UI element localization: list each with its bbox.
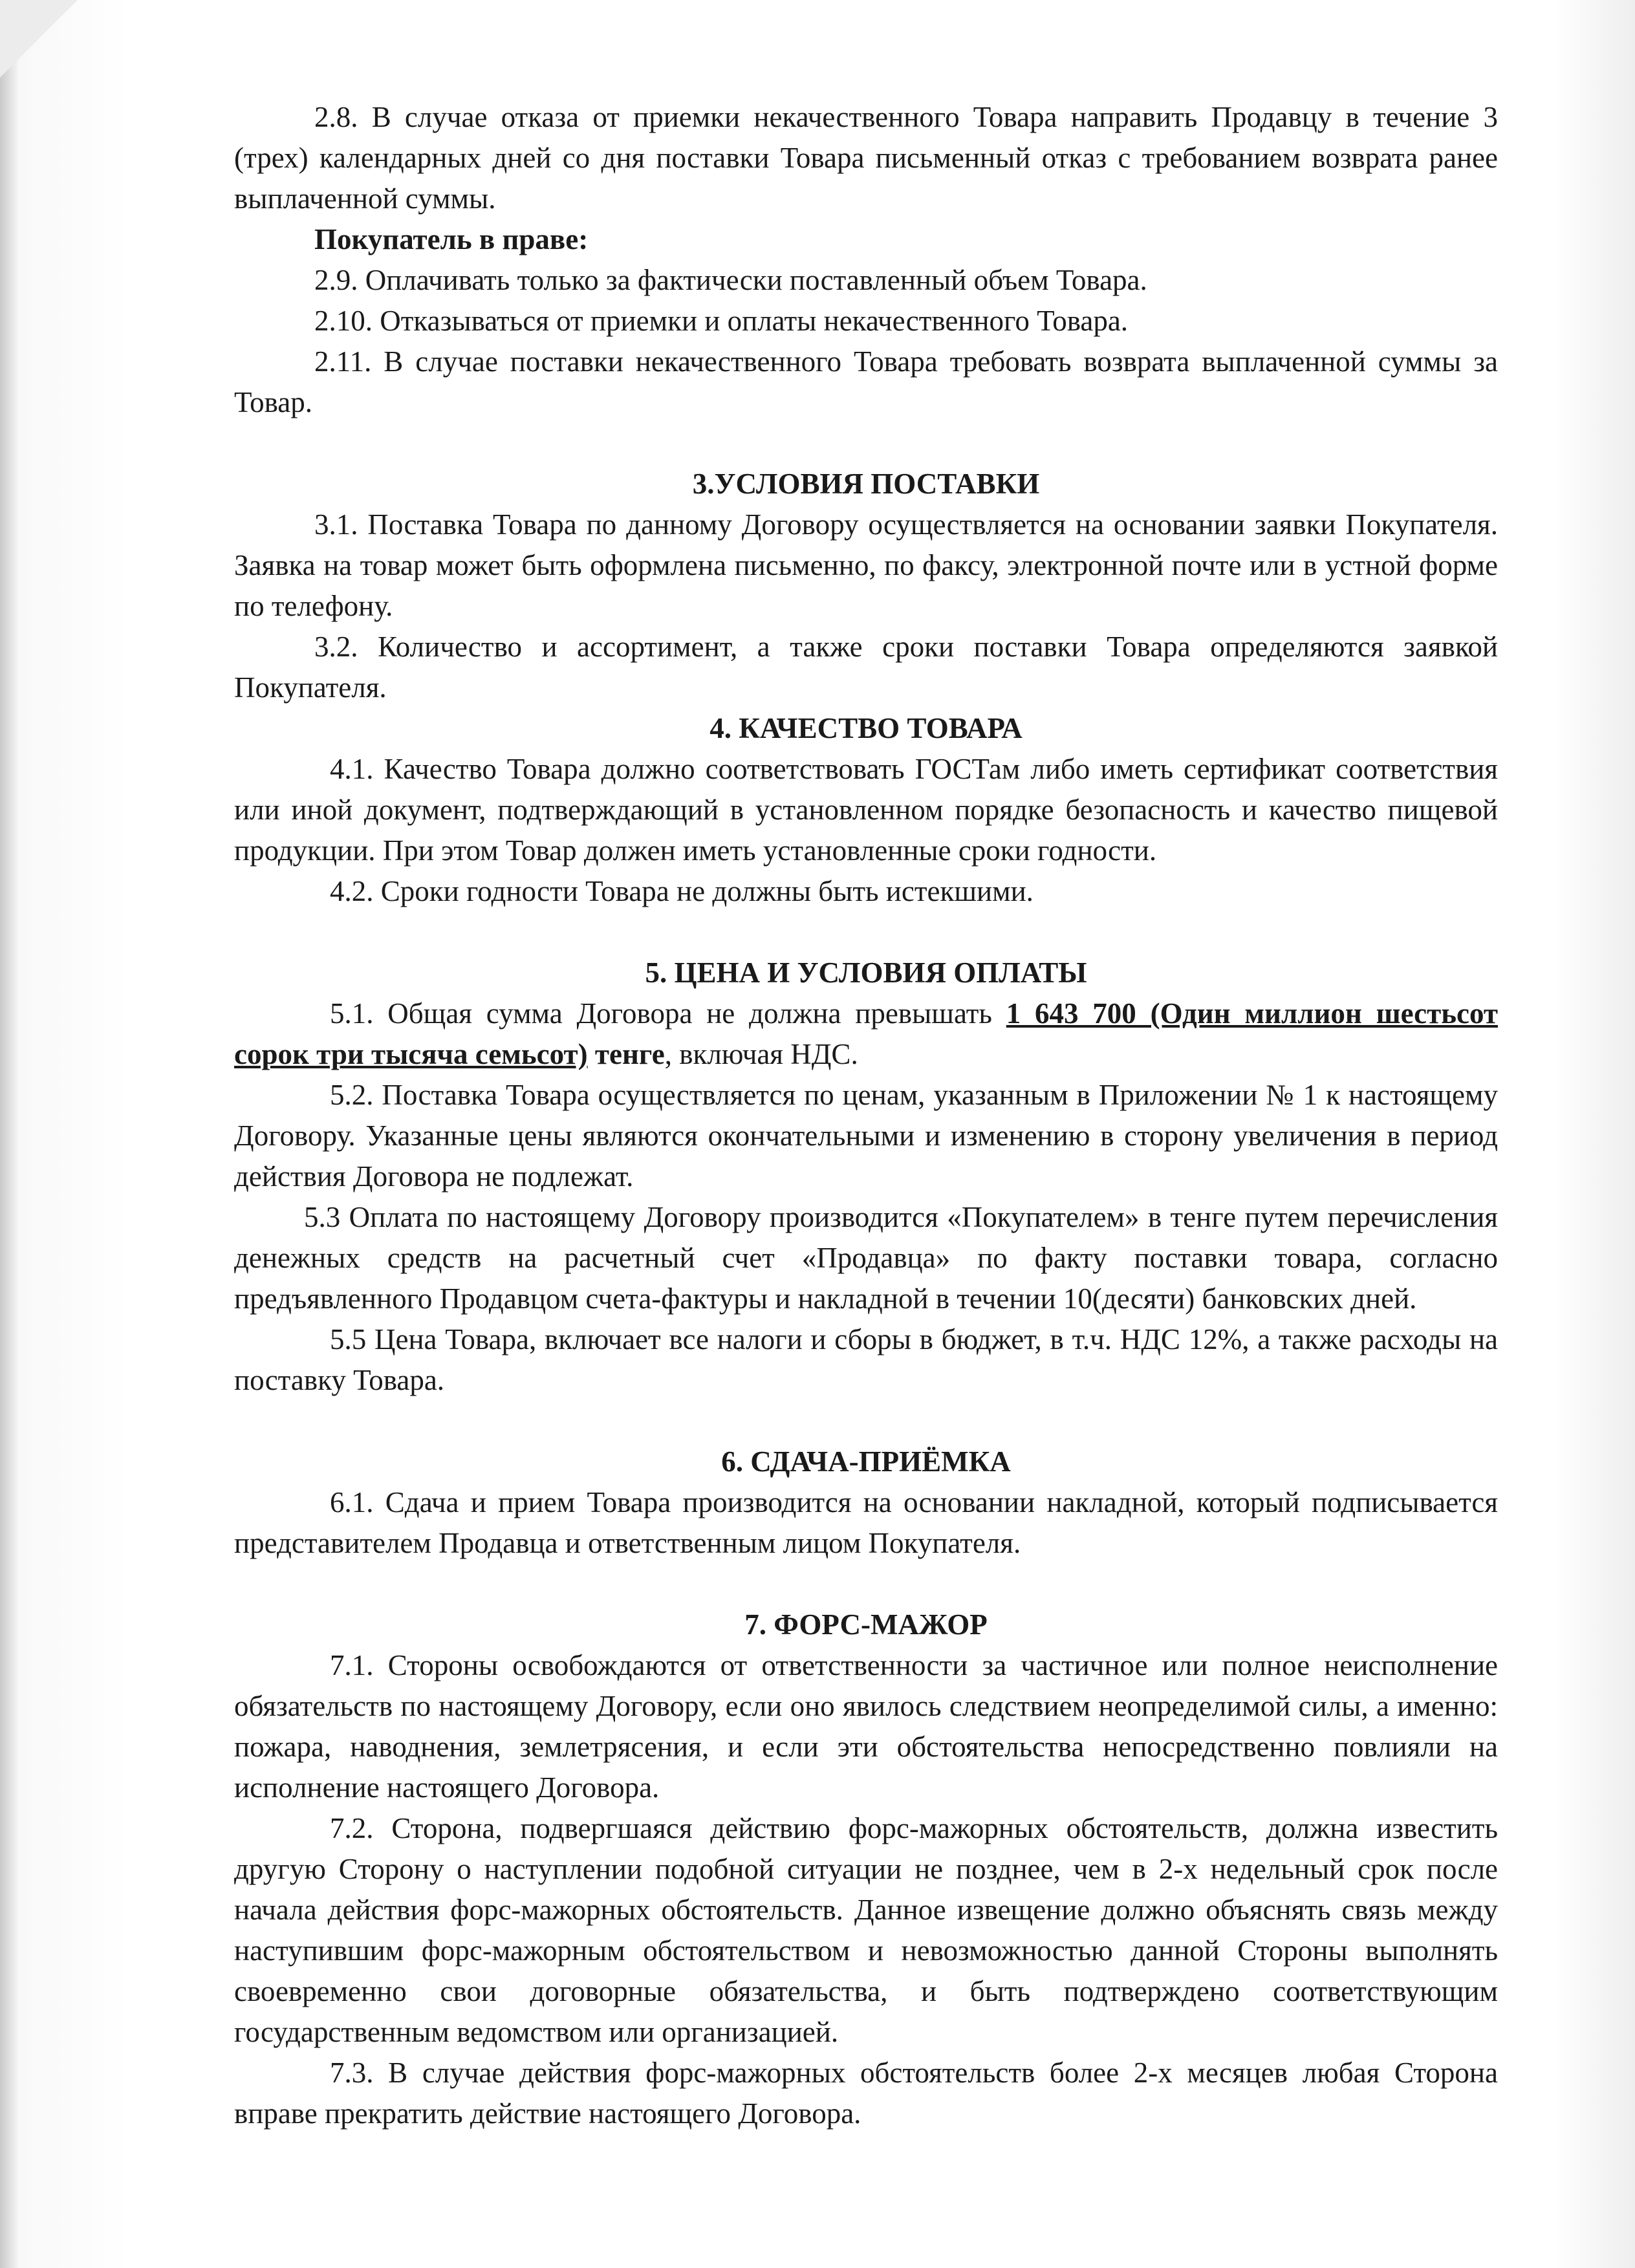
clause-7-3: 7.3. В случае действия форс-мажорных обстоятельств более 2-х месяцев любая Сторона вправе прекратить действие настоящего Договора.	[234, 2057, 1498, 2130]
clause-3-1: 3.1. Поставка Товара по данному Договору осуществляется на основании заявки Покупателя. Заявка на товар может быть оформлена письменно, по факсу, электронной почте или в устной форме по телефону.	[234, 508, 1498, 622]
clause-5-3: 5.3 Оплата по настоящему Договору производится «Покупателем» в тенге путем перечисления денежных средств на расчетный счет «Продавца» по факту поставки товара, согласно предъявленного Продавцом счета-фактуры и накладной в течении 10(десяти) банковских дней.	[234, 1201, 1498, 1315]
scan-edge-shadow	[0, 0, 19, 2268]
clause-2-11: 2.11. В случае поставки некачественного Товара требовать возврата выплаченной суммы за Товар.	[234, 345, 1498, 418]
clause-7-1: 7.1. Стороны освобождаются от ответственности за частичное или полное неисполнение обязательств по настоящему Договору, если оно явилось следствием неопределимой силы, а именно: пожара, наводнения, землетрясения, и если эти обстоятельства непосредственно повлияли на исполнение настоящего Договора.	[234, 1649, 1498, 1804]
clause-4-2: 4.2. Сроки годности Товара не должны быть истекшими.	[330, 875, 1034, 907]
clause-4-1: 4.1. Качество Товара должно соответствовать ГОСТам либо иметь сертификат соответствия или иной документ, подтверждающий в установленном порядке безопасность и качество пищевой продукции. При этом Товар должен иметь установленные сроки годности.	[234, 753, 1498, 867]
section-4-title: 4. КАЧЕСТВО ТОВАРА	[709, 712, 1023, 744]
clause-5-1-tail: , включая НДС.	[664, 1038, 858, 1070]
buyer-rights-heading: Покупатель в праве:	[314, 223, 589, 255]
section-3-title: 3.УСЛОВИЯ ПОСТАВКИ	[692, 468, 1040, 500]
section-6-title: 6. СДАЧА-ПРИЁМКА	[721, 1445, 1011, 1478]
clause-2-8: 2.8. В случае отказа от приемки некачественного Товара направить Продавцу в течение 3 (трех) календарных дней со дня поставки Товара письменный отказ с требованием возврата ранее выплаченной суммы.	[234, 101, 1498, 215]
document-body	[234, 97, 1498, 2134]
page-corner-fold	[0, 0, 78, 78]
clause-7-2: 7.2. Сторона, подвергшаяся действию форс-мажорных обстоятельств, должна известить другую Сторону о наступлении подобной ситуации не позднее, чем в 2-х недельный срок после начала действия форс-мажорных обстоятельств. Данное извещение должно объяснять связь между наступившим форс-мажорным обстоятельством и невозможностью данной Стороны выполнять своевременно свои договорные обязательства, и быть подтверждено соответствующим государственным ведомством или организацией.	[234, 1812, 1498, 2048]
contract-currency: тенге	[587, 1038, 665, 1070]
section-5-title: 5. ЦЕНА И УСЛОВИЯ ОПЛАТЫ	[645, 956, 1087, 989]
clause-5-1	[234, 993, 1498, 1075]
section-7-title: 7. ФОРС-МАЖОР	[744, 1608, 988, 1641]
clause-5-2: 5.2. Поставка Товара осуществляется по ценам, указанным в Приложении № 1 к настоящему Договору. Указанные цены являются окончательными и изменению в сторону увеличения в период действия Договора не подлежат.	[234, 1079, 1498, 1193]
clause-5-5: 5.5 Цена Товара, включает все налоги и сборы в бюджет, в т.ч. НДС 12%, а также расходы на поставку Товара.	[234, 1323, 1498, 1396]
clause-6-1: 6.1. Сдача и прием Товара производится на основании накладной, который подписывается представителем Продавца и ответственным лицом Покупателя.	[234, 1486, 1498, 1559]
clause-3-2: 3.2. Количество и ассортимент, а также сроки поставки Товара определяются заявкой Покупателя.	[234, 631, 1498, 704]
clause-5-1-lead: 5.1. Общая сумма Договора не должна превышать	[330, 997, 1006, 1030]
clause-2-10: 2.10. Отказываться от приемки и оплаты некачественного Товара.	[314, 305, 1129, 337]
contract-amount: 1 643 700 (Один миллион шестьсот сорок три тысяча семьсот)	[234, 997, 1498, 1070]
clause-2-9: 2.9. Оплачивать только за фактически поставленный объем Товара.	[314, 264, 1147, 296]
